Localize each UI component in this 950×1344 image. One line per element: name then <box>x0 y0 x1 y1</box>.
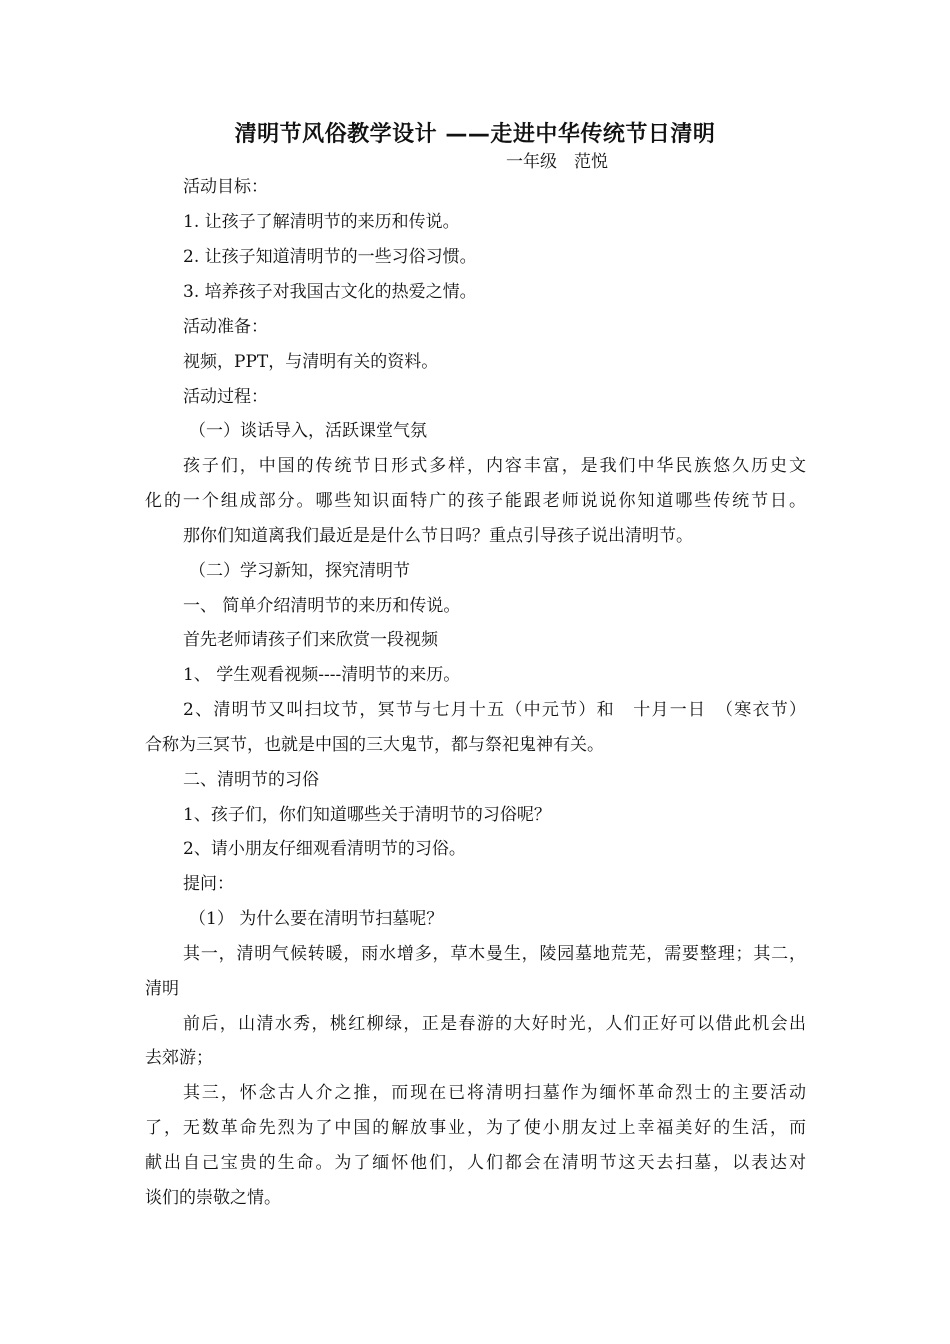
text-line: 首先老师请孩子们来欣赏一段视频 <box>183 630 438 650</box>
section-heading: 二、清明节的习俗 <box>183 770 319 790</box>
text-line: 提问： <box>183 874 234 894</box>
text-line: 活动目标： <box>183 177 268 197</box>
text-line: 去郊游； <box>145 1048 213 1068</box>
text-line: 合称为三冥节，也就是中国的三大鬼节，都与祭祀鬼神有关。 <box>145 735 604 755</box>
text-line: 2、请小朋友仔细观看清明节的习俗。 <box>183 839 466 859</box>
text-line: 谈们的崇敬之情。 <box>145 1188 281 1208</box>
text-line: （1） 为什么要在清明节扫墓呢？ <box>189 909 444 929</box>
text-line: 那你们知道离我们最近是是什么节日吗？重点引导孩子说出清明节。 <box>183 526 693 546</box>
text-line: 孩子们，中国的传统节日形式多样，内容丰富，是我们中华民族悠久历史文 <box>183 456 806 476</box>
text-line: 其一，清明气候转暖，雨水增多，草木曼生，陵园墓地荒芜，需要整理；其二， <box>183 944 806 964</box>
text-line: 1. 让孩子了解清明节的来历和传说。 <box>183 212 460 232</box>
section-heading: （二）学习新知，探究清明节 <box>189 561 410 581</box>
text-line: 化的一个组成部分。哪些知识面特广的孩子能跟老师说说你知道哪些传统节日。 <box>145 491 806 511</box>
text-line: 2. 让孩子知道清明节的一些习俗习惯。 <box>183 247 477 267</box>
text-line: 其三，怀念古人介之推，而现在已将清明扫墓作为缅怀革命烈士的主要活动 <box>183 1083 806 1103</box>
text-line: 1、 学生观看视频----清明节的来历。 <box>183 665 461 685</box>
text-line: 了，无数革命先烈为了中国的解放事业，为了使小朋友过上幸福美好的生活，而 <box>145 1118 806 1138</box>
text-line: 1、孩子们，你们知道哪些关于清明节的习俗呢？ <box>183 805 551 825</box>
author-line: 一年级 范悦 <box>506 152 608 172</box>
section-heading: （一）谈话导入，活跃课堂气氛 <box>189 421 427 441</box>
text-line: 一、 简单介绍清明节的来历和传说。 <box>183 596 461 616</box>
text-line: 3. 培养孩子对我国古文化的热爱之情。 <box>183 282 477 302</box>
text-line: 前后，山清水秀，桃红柳绿，正是春游的大好时光，人们正好可以借此机会出 <box>183 1014 806 1034</box>
text-line: 活动过程： <box>183 387 268 407</box>
document-title: 清明节风俗教学设计 ——走进中华传统节日清明 <box>234 122 716 147</box>
text-line: 清明 <box>145 979 179 999</box>
text-line: 2、清明节又叫扫坟节，冥节与七月十五（中元节）和 十月一日 （寒衣节） <box>183 700 806 720</box>
text-line: 献出自己宝贵的生命。为了缅怀他们，人们都会在清明节这天去扫墓，以表达对 <box>145 1153 806 1173</box>
text-line: 活动准备： <box>183 317 268 337</box>
text-line: 视频，PPT，与清明有关的资料。 <box>183 352 439 372</box>
